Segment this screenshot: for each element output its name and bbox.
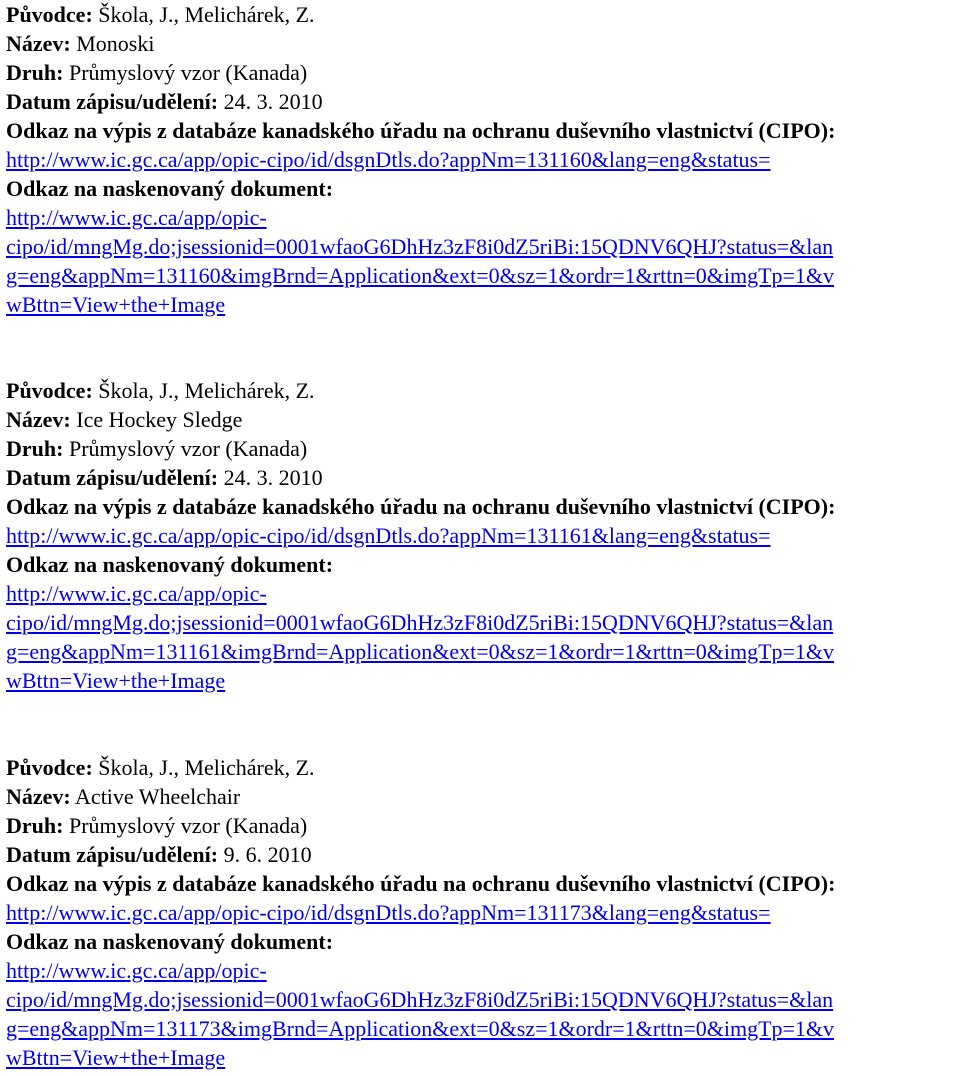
scan-link-label: Odkaz na naskenovaný dokument: [6,929,334,954]
name-value: Ice Hockey Sledge [76,407,243,432]
scan-link-part[interactable]: http://www.ic.gc.ca/app/opic- [6,205,267,230]
author-value: Škola, J., Melichárek, Z. [98,755,315,780]
scan-link-part[interactable]: wBttn=View+the+Image [6,292,226,317]
scan-link-part[interactable]: cipo/id/mngMg.do;jsessionid=0001wfaoG6DhHz3zF8i0dZ5riBi:15QDNV6QHJ?status=&lan [6,987,834,1012]
scan-link-part[interactable]: cipo/id/mngMg.do;jsessionid=0001wfaoG6DhHz3zF8i0dZ5riBi:15QDNV6QHJ?status=&lan [6,234,834,259]
cipo-link-line [6,145,956,174]
cipo-link[interactable]: http://www.ic.gc.ca/app/opic-cipo/id/dsgnDtls.do?appNm=131160&lang=eng&status= [6,147,771,172]
cipo-link-label: Odkaz na výpis z databáze kanadského úřadu na ochranu duševního vlastnictví (CIPO): [6,118,836,143]
name-label: Název: [6,407,71,432]
date-value: 24. 3. 2010 [223,89,323,114]
date-value: 9. 6. 2010 [223,842,312,867]
type-line [6,58,956,87]
date-value: 24. 3. 2010 [223,465,323,490]
author-label: Původce: [6,755,93,780]
cipo-link-label: Odkaz na výpis z databáze kanadského úřadu na ochranu duševního vlastnictví (CIPO): [6,494,836,519]
author-line [6,376,956,405]
date-label: Datum zápisu/udělení: [6,89,219,114]
name-label: Název: [6,784,71,809]
scan-link-part[interactable]: http://www.ic.gc.ca/app/opic- [6,581,267,606]
scan-link-part[interactable]: cipo/id/mngMg.do;jsessionid=0001wfaoG6DhHz3zF8i0dZ5riBi:15QDNV6QHJ?status=&lan [6,610,834,635]
type-line [6,811,956,840]
type-line [6,434,956,463]
date-label: Datum zápisu/udělení: [6,465,219,490]
type-value: Průmyslový vzor (Kanada) [68,813,308,838]
type-label: Druh: [6,60,64,85]
name-line [6,405,956,434]
author-line [6,0,956,29]
scan-link-part[interactable]: g=eng&appNm=131161&imgBrnd=Application&ext=0&sz=1&ordr=1&rttn=0&imgTp=1&v [6,639,835,664]
type-label: Druh: [6,436,64,461]
scan-link[interactable] [6,956,956,1072]
date-label: Datum zápisu/udělení: [6,842,219,867]
design-record [6,753,956,1072]
scan-link-label: Odkaz na naskenovaný dokument: [6,552,334,577]
name-line [6,29,956,58]
date-line [6,87,956,116]
scan-link-part[interactable]: http://www.ic.gc.ca/app/opic- [6,958,267,983]
design-record [6,0,956,319]
scan-link[interactable] [6,579,956,695]
scan-link-label: Odkaz na naskenovaný dokument: [6,176,334,201]
author-line [6,753,956,782]
author-label: Původce: [6,378,93,403]
date-line [6,463,956,492]
cipo-link[interactable]: http://www.ic.gc.ca/app/opic-cipo/id/dsgnDtls.do?appNm=131161&lang=eng&status= [6,523,771,548]
type-value: Průmyslový vzor (Kanada) [68,60,308,85]
scan-link[interactable] [6,203,956,319]
name-value: Monoski [76,31,155,56]
name-label: Název: [6,31,71,56]
scan-link-part[interactable]: g=eng&appNm=131173&imgBrnd=Application&ext=0&sz=1&ordr=1&rttn=0&imgTp=1&v [6,1016,835,1041]
name-line [6,782,956,811]
author-label: Původce: [6,2,93,27]
type-label: Druh: [6,813,64,838]
author-value: Škola, J., Melichárek, Z. [98,378,315,403]
design-record [6,376,956,695]
cipo-link-line [6,898,956,927]
author-value: Škola, J., Melichárek, Z. [98,2,315,27]
scan-link-part[interactable]: wBttn=View+the+Image [6,1045,226,1070]
date-line [6,840,956,869]
type-value: Průmyslový vzor (Kanada) [68,436,308,461]
cipo-link-line [6,521,956,550]
cipo-link-label: Odkaz na výpis z databáze kanadského úřadu na ochranu duševního vlastnictví (CIPO): [6,871,836,896]
cipo-link[interactable]: http://www.ic.gc.ca/app/opic-cipo/id/dsgnDtls.do?appNm=131173&lang=eng&status= [6,900,771,925]
name-value: Active Wheelchair [75,784,241,809]
scan-link-part[interactable]: g=eng&appNm=131160&imgBrnd=Application&ext=0&sz=1&ordr=1&rttn=0&imgTp=1&v [6,263,835,288]
scan-link-part[interactable]: wBttn=View+the+Image [6,668,226,693]
